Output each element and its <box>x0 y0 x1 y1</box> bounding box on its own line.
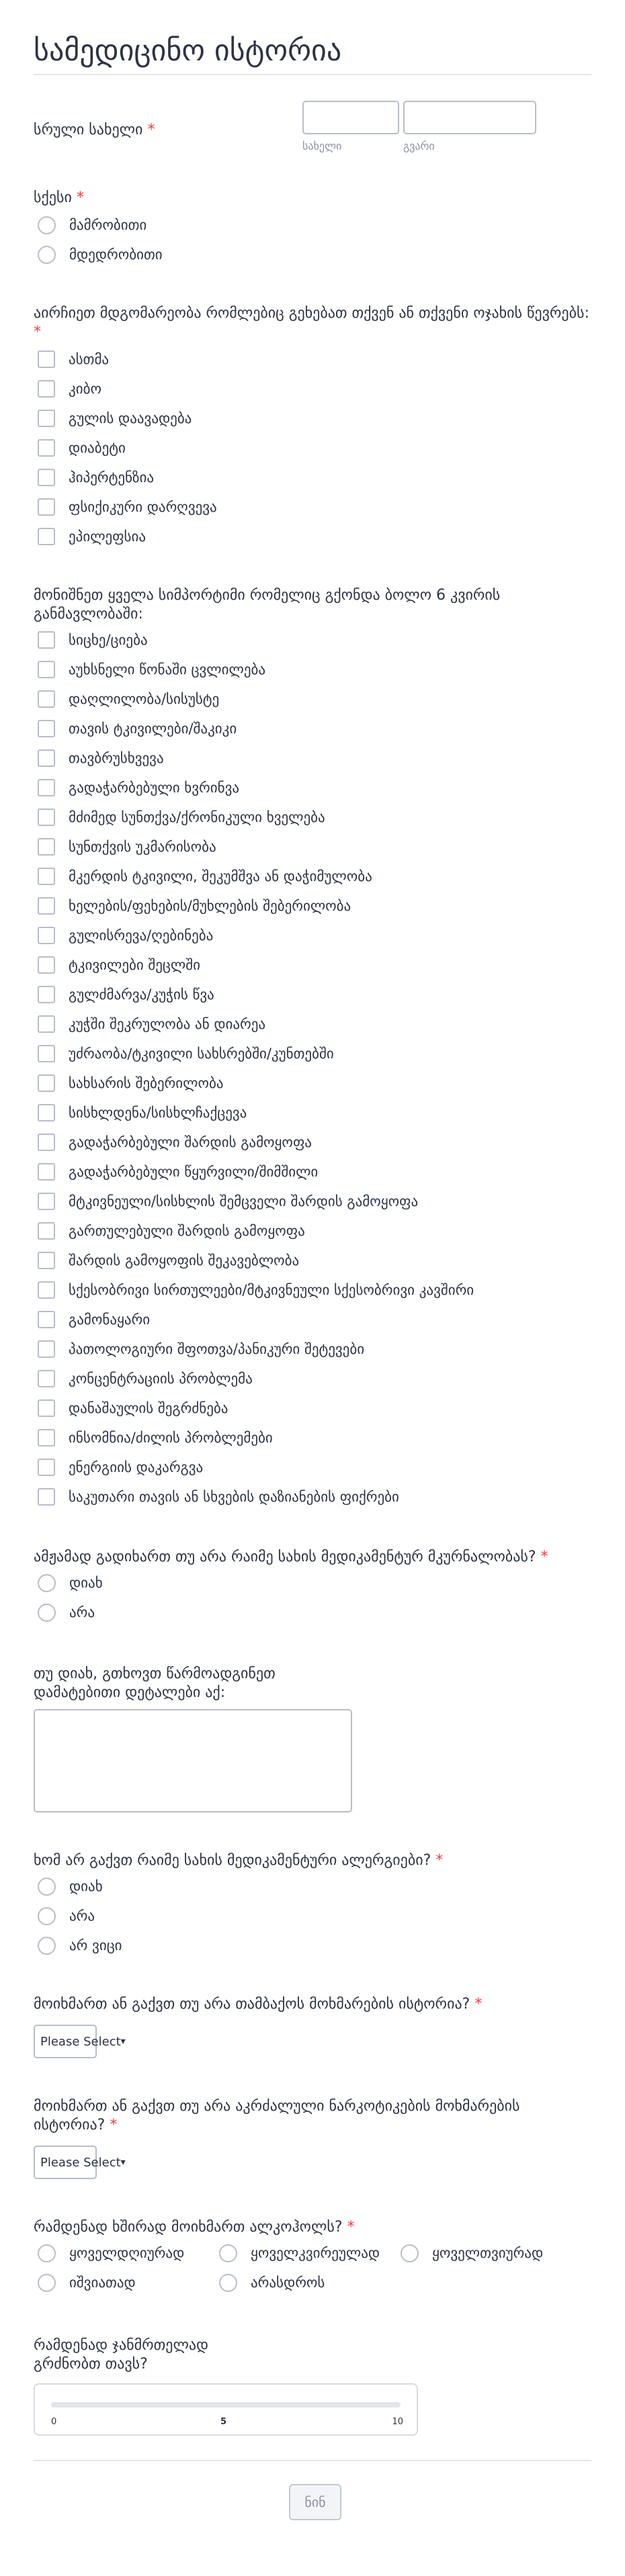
allergy-option-label: არ ვიცი <box>69 1937 122 1953</box>
symptom-option-label: ტკივილები შეცლში <box>69 957 201 973</box>
checkbox[interactable] <box>38 1193 55 1210</box>
symptom-option-label: გადაჭარბებული ხვრინვა <box>69 780 239 796</box>
conditions-option[interactable] <box>34 404 591 433</box>
slider-max-label: 10 <box>392 2417 403 2427</box>
details-label-line: დამატებითი დეტალები აქ: <box>34 1684 226 1701</box>
narcotics-select-value: Please Select <box>40 2155 121 2170</box>
checkbox[interactable] <box>38 439 55 457</box>
symptom-option-label: კონცენტრაციის პრობლემა <box>69 1371 253 1387</box>
radio-button[interactable] <box>38 246 56 264</box>
medication-label-text: ამჟამად გადიხართ თუ არა რაიმე სახის მედიკამენტურ მკურნალობას? <box>34 1549 536 1565</box>
sex-option[interactable] <box>34 240 591 269</box>
symptom-option[interactable] <box>34 950 591 980</box>
symptom-option[interactable] <box>34 1157 591 1187</box>
tobacco-select-value: Please Select <box>40 2034 121 2049</box>
symptom-option[interactable] <box>34 1009 591 1039</box>
conditions-option[interactable] <box>34 344 591 374</box>
conditions-option-label: ჰიპერტენზია <box>69 469 154 486</box>
alcohol-options <box>34 2238 591 2297</box>
name-fields <box>302 101 540 152</box>
checkbox[interactable] <box>38 868 55 885</box>
checkbox[interactable] <box>38 1222 55 1240</box>
conditions-option-label: ეპილეფსია <box>69 528 147 545</box>
health-label <box>34 2336 591 2374</box>
alcohol-option-label: ყოველდღიურად <box>69 2245 185 2261</box>
symptom-option-label: უძრაობა/ტკივილი სახსრებში/კუნთებში <box>69 1046 334 1062</box>
checkbox[interactable] <box>38 1045 55 1062</box>
medication-label <box>34 1548 591 1567</box>
radio-button[interactable] <box>219 2274 237 2292</box>
symptom-option-label: მძიმედ სუნთქვა/ქრონიკული ხველება <box>69 809 325 825</box>
full-name-question <box>34 101 591 152</box>
checkbox[interactable] <box>38 351 55 368</box>
checkbox[interactable] <box>38 1370 55 1387</box>
checkbox[interactable] <box>38 1134 55 1151</box>
conditions-option[interactable] <box>34 433 591 463</box>
checkbox[interactable] <box>38 1399 55 1417</box>
tobacco-select[interactable] <box>34 2025 126 2058</box>
first-name-input[interactable] <box>302 101 399 134</box>
required-mark: * <box>435 1852 444 1869</box>
tobacco-label-text: მოიხმართ ან გაქვთ თუ არა თამბაქოს მოხმარების ისტორია? <box>34 1996 470 2013</box>
required-mark: * <box>76 189 84 206</box>
checkbox[interactable] <box>38 631 55 649</box>
allergy-option-label: დიახ <box>69 1878 103 1894</box>
symptom-option[interactable] <box>34 1187 591 1216</box>
symptom-option[interactable] <box>34 1482 591 1512</box>
symptom-option[interactable] <box>34 1246 591 1275</box>
checkbox[interactable] <box>38 1488 55 1506</box>
alcohol-option[interactable] <box>215 2268 397 2297</box>
alcohol-option[interactable] <box>215 2238 397 2268</box>
required-mark: * <box>147 122 155 138</box>
symptom-option[interactable] <box>34 773 591 802</box>
radio-button[interactable] <box>38 2274 56 2292</box>
slider-mid-label: 5 <box>220 2417 227 2427</box>
required-mark: * <box>540 1549 548 1565</box>
checkbox[interactable] <box>38 749 55 767</box>
checkbox[interactable] <box>38 380 55 398</box>
required-mark: * <box>110 2117 118 2133</box>
chevron-down-icon: ▾ <box>120 2157 126 2168</box>
required-mark: * <box>474 1996 483 2013</box>
symptom-option-label: საკუთარი თავის ან სხვების დაზიანების ფიქრები <box>69 1489 399 1505</box>
checkbox[interactable] <box>38 838 55 856</box>
first-name-col <box>302 101 399 152</box>
alcohol-option-label: ყოველკვირეულად <box>251 2245 380 2261</box>
conditions-option[interactable] <box>34 522 591 551</box>
symptom-option[interactable] <box>34 1364 591 1393</box>
symptom-option[interactable] <box>34 1393 591 1423</box>
symptom-option[interactable] <box>34 1068 591 1098</box>
symptom-option[interactable] <box>34 684 591 714</box>
full-name-label-text: სრული სახელი <box>34 122 143 138</box>
details-textarea[interactable] <box>34 1709 352 1812</box>
health-label-line: რამდენად ჯანმრთელად <box>34 2337 209 2354</box>
checkbox[interactable] <box>38 1104 55 1121</box>
alcohol-option-label: იშვიათად <box>69 2274 136 2291</box>
conditions-option[interactable] <box>34 463 591 492</box>
slider-min-label: 0 <box>51 2417 57 2427</box>
symptom-option[interactable] <box>34 1128 591 1157</box>
checkbox[interactable] <box>38 410 55 427</box>
checkbox[interactable] <box>38 1340 55 1358</box>
narcotics-question <box>34 2097 591 2179</box>
radio-button[interactable] <box>38 2244 56 2262</box>
allergy-label <box>34 1851 591 1870</box>
symptom-option-label: კუჭში შეკრულობა ან დიარეა <box>69 1016 266 1032</box>
symptom-option[interactable] <box>34 1453 591 1482</box>
alcohol-question <box>34 2218 591 2297</box>
radio-button[interactable] <box>38 1604 56 1622</box>
radio-button[interactable] <box>38 216 56 234</box>
symptom-option-label: გამონაყარი <box>69 1312 151 1328</box>
radio-button[interactable] <box>401 2244 419 2262</box>
symptom-option[interactable] <box>34 1275 591 1305</box>
symptom-option[interactable] <box>34 1305 591 1334</box>
details-question <box>34 1665 591 1812</box>
medication-question <box>34 1548 591 1627</box>
checkbox[interactable] <box>38 1429 55 1446</box>
checkbox[interactable] <box>38 1074 55 1092</box>
symptom-option-label: პათოლოგიური შფოთვა/პანიკური შეტევები <box>69 1341 365 1357</box>
alcohol-option-label: ყოველთვიურად <box>432 2245 544 2261</box>
health-slider[interactable] <box>34 2383 418 2436</box>
alcohol-option[interactable] <box>34 2268 215 2297</box>
chevron-down-icon: ▾ <box>120 2036 126 2047</box>
sex-question <box>34 189 591 269</box>
sex-label-text: სქესი <box>34 189 72 206</box>
checkbox[interactable] <box>38 469 55 486</box>
symptom-option-label: მკერდის ტკივილი, შეკუმშვა ან დაჭიმულობა <box>69 868 372 884</box>
conditions-option-label: კიბო <box>69 381 101 397</box>
symptom-option[interactable] <box>34 714 591 743</box>
symptom-option-label: დანაშაულის შეგრძნება <box>69 1400 228 1416</box>
alcohol-label-text: რამდენად ხშირად მოიხმართ ალკოჰოლს? <box>34 2219 343 2236</box>
checkbox[interactable] <box>38 498 55 516</box>
allergy-option[interactable] <box>34 1872 591 1901</box>
medication-option-label: არა <box>69 1604 95 1620</box>
symptom-option[interactable] <box>34 1334 591 1364</box>
checkbox[interactable] <box>38 779 55 796</box>
symptom-option[interactable] <box>34 802 591 832</box>
symptom-option[interactable] <box>34 743 591 773</box>
symptom-option[interactable] <box>34 832 591 862</box>
alcohol-option[interactable] <box>397 2238 578 2268</box>
conditions-option[interactable] <box>34 492 591 522</box>
symptom-option-label: გულისრევა/ღებინება <box>69 927 214 944</box>
first-name-sublabel: სახელი <box>302 140 342 152</box>
allergy-question <box>34 1851 591 1960</box>
symptom-option-label: გადაჭარბებული წყურვილი/შიმშილი <box>69 1164 319 1180</box>
symptom-option[interactable] <box>34 921 591 950</box>
conditions-option-label: დიაბეტი <box>69 440 126 456</box>
narcotics-label <box>34 2097 585 2135</box>
symptom-option-label: სუნთქვის უკმარისობა <box>69 839 216 855</box>
symptom-option[interactable] <box>34 980 591 1009</box>
symptom-option-label: ინსომნია/ძილის პრობლემები <box>69 1430 273 1446</box>
slider-track[interactable] <box>51 2402 401 2407</box>
next-button[interactable]: ნინ <box>289 2484 341 2520</box>
symptoms-label: მონიშნეთ ყველა სიმპორტიმი რომელიც გქონდა ბოლო 6 კვირის განმავლობაში: <box>34 587 501 623</box>
narcotics-label-text: მოიხმართ ან გაქვთ თუ არა აკრძალული ნარკოტიკების მოხმარების ისტორია? <box>34 2098 520 2133</box>
checkbox[interactable] <box>38 1459 55 1476</box>
allergy-option[interactable] <box>34 1901 591 1931</box>
checkbox[interactable] <box>38 1163 55 1181</box>
symptom-option-label: შარდის გამოყოფის შეკავებლობა <box>69 1252 300 1269</box>
checkbox[interactable] <box>38 809 55 826</box>
checkbox[interactable] <box>38 661 55 678</box>
checkbox[interactable] <box>38 927 55 944</box>
sex-option-label: მამრობითი <box>69 217 147 233</box>
symptom-option-label: სახსარის შებერილობა <box>69 1075 224 1091</box>
conditions-option-label: ასთმა <box>69 351 110 367</box>
radio-button[interactable] <box>38 1574 56 1592</box>
checkbox[interactable] <box>38 986 55 1003</box>
last-name-col <box>403 101 536 152</box>
health-question <box>34 2336 591 2436</box>
radio-button[interactable] <box>219 2244 237 2262</box>
conditions-label-text: აირჩიეთ მდგომარეობა რომლებიც გეხებათ თქვენ ან თქვენი ოჯახის წევრებს: <box>34 305 589 322</box>
symptom-option[interactable] <box>34 891 591 921</box>
conditions-question <box>34 304 591 551</box>
title-divider <box>34 74 591 75</box>
checkbox[interactable] <box>38 720 55 737</box>
alcohol-label <box>34 2218 591 2237</box>
symptom-option[interactable] <box>34 655 591 684</box>
checkbox[interactable] <box>38 956 55 974</box>
allergy-option-label: არა <box>69 1908 95 1924</box>
sex-option[interactable] <box>34 210 591 240</box>
checkbox[interactable] <box>38 897 55 915</box>
footer <box>34 2461 591 2536</box>
tobacco-label <box>34 1995 591 2014</box>
symptom-option-label: დაღლილობა/სისუსტე <box>69 691 220 707</box>
checkbox[interactable] <box>38 528 55 545</box>
details-label <box>34 1665 591 1702</box>
radio-button[interactable] <box>38 1907 56 1925</box>
radio-button[interactable] <box>38 1937 56 1955</box>
symptom-option-label: სქესობრივი სირთულეები/მტკივნეული სქესობრივი კავშირი <box>69 1282 474 1298</box>
narcotics-select[interactable] <box>34 2146 126 2179</box>
symptom-option-label: აუხსნელი წონაში ცვლილება <box>69 661 266 678</box>
symptom-option[interactable] <box>34 862 591 891</box>
sex-label <box>34 189 591 208</box>
last-name-sublabel: გვარი <box>403 140 435 152</box>
symptom-option-label: მტკივნეული/სისხლის შემცველი შარდის გამოყოფა <box>69 1193 419 1209</box>
required-mark: * <box>34 324 41 340</box>
alcohol-option-label: არასდროს <box>251 2274 325 2291</box>
conditions-option-label: ფსიქიკური დარღვევა <box>69 499 217 515</box>
sex-option-label: მდედრობითი <box>69 246 163 263</box>
symptom-option[interactable] <box>34 1098 591 1128</box>
medication-option[interactable] <box>34 1598 591 1627</box>
alcohol-option[interactable] <box>34 2238 215 2268</box>
form-title: სამედიცინო ისტორია <box>34 34 342 68</box>
last-name-input[interactable] <box>403 101 536 134</box>
required-mark: * <box>347 2219 355 2236</box>
medication-option-label: დიახ <box>69 1575 103 1591</box>
symptoms-question <box>34 586 591 1512</box>
symptom-option-label: ხელების/ფეხების/მუხლების შებერილობა <box>69 898 351 914</box>
symptom-option-label: სიცხე/ციება <box>69 632 148 648</box>
symptom-option-label: გულძმარვა/კუჭის წვა <box>69 986 214 1003</box>
conditions-label <box>34 304 591 342</box>
symptom-option-label: გართულებული შარდის გამოყოფა <box>69 1223 305 1239</box>
symptom-option-label: ენერგიის დაკარგვა <box>69 1459 204 1475</box>
symptom-option[interactable] <box>34 1423 591 1453</box>
allergy-label-text: ხომ არ გაქვთ რაიმე სახის მედიკამენტური ალერგიები? <box>34 1852 431 1869</box>
conditions-option[interactable] <box>34 374 591 404</box>
checkbox[interactable] <box>38 690 55 708</box>
full-name-label <box>34 101 302 140</box>
allergy-option[interactable] <box>34 1931 591 1960</box>
symptom-option[interactable] <box>34 1216 591 1246</box>
details-label-line: თუ დიახ, გთხოვთ წარმოადგინეთ <box>34 1665 276 1682</box>
symptom-option[interactable] <box>34 1039 591 1068</box>
checkbox[interactable] <box>38 1281 55 1299</box>
checkbox[interactable] <box>38 1311 55 1328</box>
tobacco-question <box>34 1995 591 2058</box>
medication-option[interactable] <box>34 1568 591 1598</box>
checkbox[interactable] <box>38 1015 55 1033</box>
checkbox[interactable] <box>38 1252 55 1269</box>
radio-button[interactable] <box>38 1878 56 1896</box>
health-label-line: გრძნობთ თავს? <box>34 2356 148 2373</box>
conditions-option-label: გულის დაავადება <box>69 410 192 426</box>
symptom-option-label: თავის ტკივილები/შაკიკი <box>69 721 237 737</box>
symptom-option[interactable] <box>34 625 591 655</box>
symptom-option-label: სისხლდენა/სისხლჩაქცევა <box>69 1105 247 1121</box>
symptom-option-label: გადაჭარბებული შარდის გამოყოფა <box>69 1134 312 1150</box>
symptom-option-label: თავბრუსხვევა <box>69 750 164 766</box>
